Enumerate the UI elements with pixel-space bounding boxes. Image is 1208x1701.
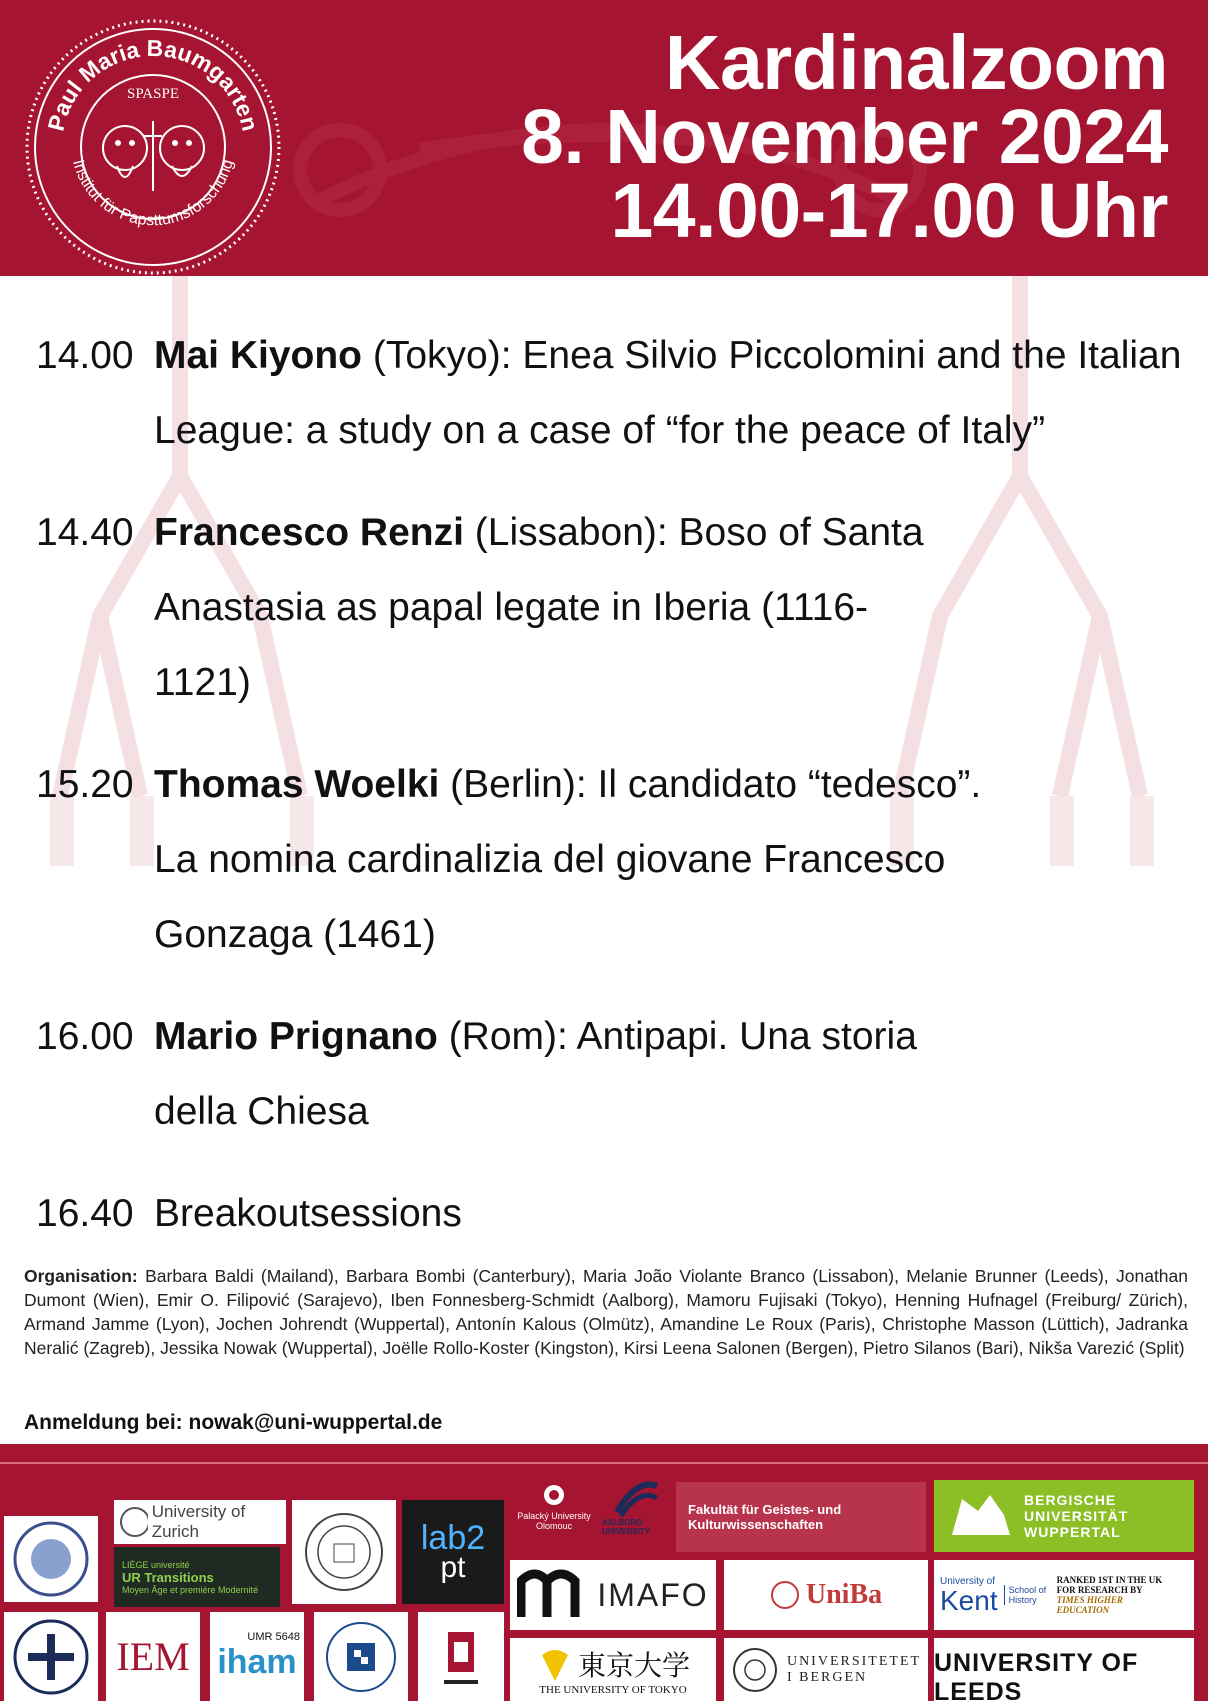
lab2pt-logo: lab2 pt <box>402 1500 504 1604</box>
program-details: (Tokyo): Enea Silvio Piccolomini and the Italian League: a study on a case of “for the peace of Italy” <box>154 334 1182 452</box>
program-item <box>36 747 1186 972</box>
program-item <box>36 999 1186 1149</box>
faculty-humanities-social-sciences-logo <box>314 1612 408 1701</box>
title-line-time: 14.00-17.00 Uhr <box>610 168 1168 254</box>
ciham-umr-logo: UMR 5648 iham <box>210 1612 304 1701</box>
university-of-leeds-logo: UNIVERSITY OF LEEDS <box>934 1638 1194 1701</box>
uniba-logo: UniBa <box>724 1560 928 1630</box>
ginkgo-leaf-icon <box>536 1645 574 1683</box>
university-of-tokyo-logo: 東京大学 THE UNIVERSITY OF TOKYO <box>510 1638 716 1701</box>
program-speaker: Thomas Woelki <box>154 763 440 806</box>
university-of-zurich-logo: University of Zurich <box>114 1500 286 1544</box>
imafo-logo: IMAFO <box>510 1560 716 1630</box>
program-item <box>36 495 1186 720</box>
cross-seal-icon <box>12 1618 90 1696</box>
iem-navarra-logo: IEM <box>106 1612 200 1701</box>
sarajevo-university-logo <box>292 1500 396 1604</box>
event-title <box>521 20 1168 254</box>
program-details: (Lissabon): Boso of Santa Anastasia as papal legate in Iberia (1116-1121) <box>154 511 924 704</box>
commission-christianisme-logo <box>4 1612 98 1701</box>
registration-contact: Anmeldung bei: nowak@uni-wuppertal.de <box>24 1411 443 1434</box>
fakultaet-geistes-kulturwissenschaften-logo: Fakultät für Geistes- und Kulturwissenschaften <box>676 1482 926 1552</box>
wuppertal-lion-icon <box>946 1489 1016 1543</box>
program-speaker: Mario Prignano <box>154 1015 438 1058</box>
croatian-emblem-icon <box>436 1622 486 1692</box>
sarajevo-seal-icon <box>302 1510 386 1594</box>
seal-inner-text: Institut für Papsttumsforschung <box>69 157 237 230</box>
organisation-paragraph <box>24 1264 1188 1360</box>
imafo-m-icon <box>517 1567 593 1623</box>
zurich-seal-icon <box>120 1505 148 1539</box>
footer-divider <box>0 1462 1208 1464</box>
header-banner <box>0 0 1208 276</box>
program-item <box>36 318 1186 468</box>
program-time: 14.40 <box>36 511 134 554</box>
program-item <box>36 1176 1186 1251</box>
bergen-seal-icon <box>731 1646 779 1694</box>
round-seal-icon <box>11 1519 91 1599</box>
uniba-seal-icon <box>770 1580 800 1610</box>
apostle-faces-icon <box>103 121 204 191</box>
organisation-label: Organisation: <box>24 1266 138 1286</box>
program-list <box>36 318 1186 1278</box>
partner-logos-footer <box>0 1444 1208 1701</box>
olomouc-seal-logo <box>4 1516 98 1602</box>
program-time: 16.40 <box>36 1192 134 1235</box>
title-line-name: Kardinalzoom <box>664 20 1168 106</box>
institute-seal <box>22 16 284 276</box>
bergische-universitaet-wuppertal-logo: BERGISCHE UNIVERSITÄT WUPPERTAL <box>934 1480 1194 1552</box>
program-details: (Rom): Antipapi. Una storia della Chiesa <box>154 1015 917 1133</box>
aalborg-university-logo: AALBORG UNIVERSITY <box>602 1472 672 1542</box>
palacky-emblem-icon <box>542 1483 566 1507</box>
universitetet-i-bergen-logo: UNIVERSITETET I BERGEN <box>724 1638 928 1701</box>
organisation-names: Barbara Baldi (Mailand), Barbara Bombi (Canterbury), Maria João Violante Branco (Lissabon), Melanie Brunner (Leeds), Jonathan Dumont (Wien), Emir O. Filipović (Sarajevo), Iben Fonnesberg-Schmidt (Aalborg), Mamoru Fujisaki (Tokyo), Henning Hufnagel (Freiburg/ Zürich), Armand Jamme (Lyon), Jochen Johrendt (Wuppertal), Antonín Kalous (Olmütz), Amandine Le Roux (Paris), Christophe Masson (Lüttich), Jadranka Neralić (Zagreb), Jessika Nowak (Wuppertal), Joëlle Rollo-Koster (Kingston), Kirsi Leena Salonen (Bergen), Pietro Silanos (Bari), Nikša Varezić (Split) <box>24 1266 1188 1358</box>
liege-transitions-logo: LIÈGE université UR Transitions Moyen Âge et première Modernité <box>114 1547 280 1607</box>
title-line-date: 8. November 2024 <box>521 94 1168 180</box>
program-time: 14.00 <box>36 334 134 377</box>
checkered-shield-icon <box>323 1619 399 1695</box>
program-time: 16.00 <box>36 1015 134 1058</box>
program-speaker: Francesco Renzi <box>154 511 464 554</box>
seal-ring-text: Paul Maria Baumgarten <box>42 34 264 134</box>
program-details: (Berlin): Il candidato “tedesco”. La nomina cardinalizia del giovane Francesco Gonzaga (1461) <box>154 763 982 956</box>
program-speaker: Mai Kiyono <box>154 334 363 377</box>
hrvatski-institut-logo <box>418 1612 504 1701</box>
program-time: 15.20 <box>36 763 134 806</box>
aalborg-wave-icon <box>615 1478 659 1518</box>
seal-banner-text: SPASPE <box>127 86 179 102</box>
university-of-kent-logo: University of Kent School of History RANKED 1ST IN THE UK FOR RESEARCH BY TIMES HIGHER EDUCATION <box>934 1560 1194 1630</box>
program-details: Breakoutsessions <box>154 1192 462 1235</box>
palacky-university-logo: Palacký University Olomouc <box>510 1472 598 1542</box>
